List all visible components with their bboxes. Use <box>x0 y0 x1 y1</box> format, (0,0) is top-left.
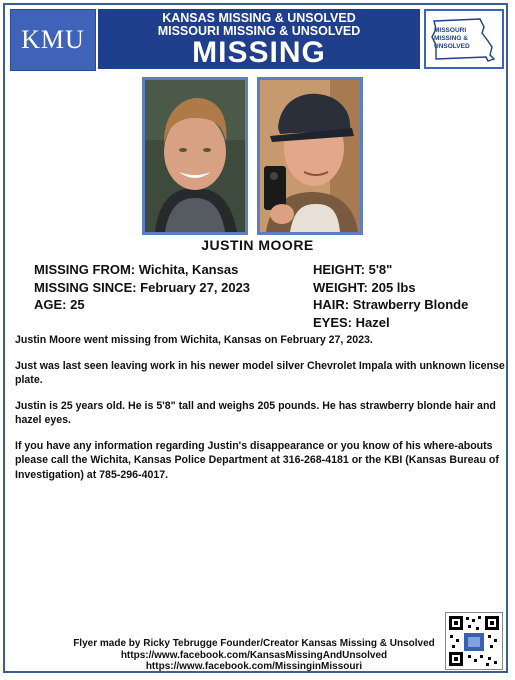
facebook-link-missouri[interactable]: https://www.facebook.com/MissinginMissouri <box>145 661 363 672</box>
flyer-footer <box>60 638 448 673</box>
eyes: EYES: Hazel <box>313 314 390 330</box>
weight: WEIGHT: 205 lbs <box>313 279 416 295</box>
height: HEIGHT: 5'8" <box>313 262 393 277</box>
kmu-logo-text: KMU <box>21 25 85 54</box>
missouri-logo <box>424 9 504 69</box>
paragraph-description: Justin is 25 years old. He is 5'8" tall and weighs 205 pounds. He has strawberry blonde hair and hazel eyes. <box>15 399 496 426</box>
facts-left-column <box>34 261 250 314</box>
qr-code[interactable] <box>445 612 503 670</box>
paragraph-last-seen: Just was last seen leaving work in his newer model silver Chevrolet Impala with unknown license plate. <box>15 359 505 386</box>
missouri-logo-text: MISSOURI MISSING & UNSOLVED <box>434 27 470 50</box>
qr-code-icon <box>446 613 502 669</box>
missing-person-name: JUSTIN MOORE <box>201 237 314 253</box>
missing-since: MISSING SINCE: February 27, 2023 <box>34 279 251 295</box>
facebook-link-kansas[interactable]: https://www.facebook.com/KansasMissingAndUnsolved <box>120 649 388 661</box>
age: AGE: 25 <box>34 297 85 312</box>
paragraph-contact: If you have any information regarding Justin's disappearance or you know of his where-abouts please call the Wichita, Kansas Police Department at 316-268-4181 or the KBI (Kansas Bureau of Investigation) at 785-296-4017. <box>15 439 499 481</box>
paragraph-missing: Justin Moore went missing from Wichita, Kansas on February 27, 2023. <box>15 334 373 346</box>
kmu-logo <box>10 9 96 71</box>
photo-smiling <box>142 77 248 235</box>
flyer-header <box>8 8 506 72</box>
flyer-credit: Flyer made by Ricky Tebrugge Founder/Creator Kansas Missing & Unsolved <box>73 638 435 649</box>
banner-missing-title: MISSING <box>192 36 326 69</box>
photo-with-cap <box>257 77 363 235</box>
missing-from: MISSING FROM: Wichita, Kansas <box>34 262 239 277</box>
missing-banner <box>98 9 420 69</box>
banner-line-kansas: KANSAS MISSING & UNSOLVED <box>162 11 356 25</box>
facts-right-column <box>313 261 468 331</box>
hair: HAIR: Strawberry Blonde <box>313 297 469 312</box>
case-description <box>15 333 505 493</box>
banner-line-missouri: MISSOURI MISSING & UNSOLVED <box>157 24 361 38</box>
